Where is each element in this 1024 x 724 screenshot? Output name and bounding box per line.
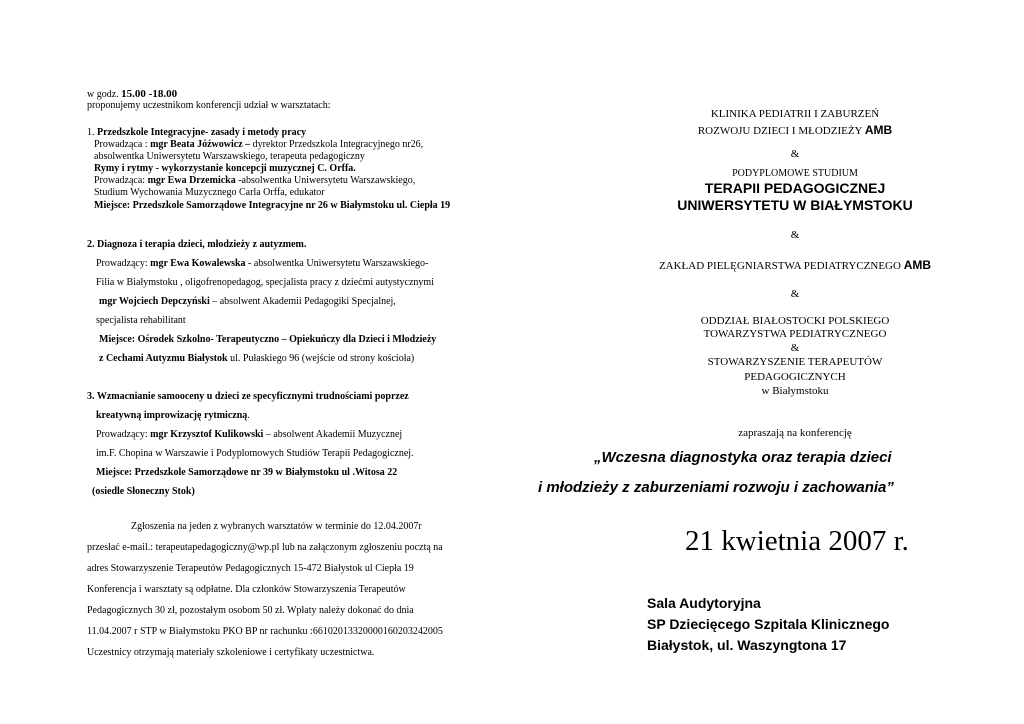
org5-line2: PEDAGOGICZNYCH: [744, 371, 846, 383]
title2-end: .: [247, 410, 250, 421]
venue-line1: Sala Audytoryjna: [647, 595, 761, 611]
workshop1-title: [87, 127, 306, 139]
workshop2-lead2: [99, 296, 396, 308]
org2-line3: UNIWERSYTETU W BIAŁYMSTOKU: [677, 197, 913, 213]
workshop1-lead2-desc2: Studium Wychowania Muzycznego Carla Orffa, edukator: [94, 187, 325, 198]
org2-line1: PODYPLOMOWE STUDIUM: [732, 168, 858, 179]
time-value: 15.00 -18.00: [121, 88, 178, 100]
lead2-label: Prowadząca:: [94, 175, 146, 186]
lead-label: Prowadząca :: [94, 139, 148, 150]
org1-line1: KLINIKA PEDIATRII I ZABURZEŃ: [710, 108, 880, 120]
workshop3-title2: [96, 410, 250, 422]
workshop3-lead: [96, 429, 402, 441]
title2-text: kreatywną improwizację rytmiczną: [96, 410, 248, 421]
workshop2-lead-desc2: Filia w Białymstoku , oligofrenopedagog, specjalista pracy z dziećmi autystycznymi: [96, 277, 434, 288]
lead-name: mgr Beata Jóźwowicz –: [150, 139, 251, 150]
lead-desc: – absolwent Akademii Muzycznej: [265, 429, 403, 440]
lead-name: mgr Ewa Kowalewska: [150, 258, 246, 269]
venue-line3: Białystok, ul. Waszyngtona 17: [647, 637, 847, 653]
invite-text: zapraszają na konferencję: [738, 427, 852, 439]
registration-line: Pedagogicznych 30 zł, pozostałym osobom 50 zł. Wpłaty należy dokonać do dnia: [87, 605, 414, 616]
workshop3-lead-desc2: im.F. Chopina w Warszawie i Podyplomowych Studiów Terapii Pedagogicznej.: [96, 448, 414, 459]
lead-desc: - absolwentka Uniwersytetu Warszawskiego-: [248, 258, 429, 269]
org5-line3: w Białymstoku: [761, 385, 829, 397]
workshop3-title1: 3. Wzmacnianie samooceny u dzieci ze specyficznymi trudnościami poprzez: [87, 391, 409, 402]
registration-line: 11.04.2007 r STP w Białymstoku PKO BP nr rachunku :66102013320000160203242005: [87, 626, 443, 637]
venue-line2: SP Dziecięcego Szpitala Klinicznego: [647, 616, 890, 632]
place-name: z Cechami Autyzmu Białystok: [99, 353, 228, 364]
org3: [560, 259, 1024, 273]
workshop2-place2: [99, 353, 414, 365]
lead2-desc: – absolwent Akademii Pedagogiki Specjalnej,: [212, 296, 396, 307]
workshop3-place2: (osiedle Słoneczny Stok): [92, 486, 195, 497]
org4-line2: TOWARZYSTWA PEDIATRYCZNEGO: [703, 328, 887, 340]
workshop1-title-text: Przedszkole Integracyjne- zasady i metody pracy: [97, 127, 307, 138]
ampersand: &: [790, 288, 800, 300]
ampersand: &: [790, 342, 800, 354]
workshop2-place1: Miejsce: Ośrodek Szkolno- Terapeutyczno – Opiekuńczy dla Dzieci i Młodzieży: [99, 334, 437, 345]
workshop1-lead: [94, 139, 423, 151]
registration-block: [87, 516, 491, 663]
workshop1-lead2: [94, 175, 415, 187]
registration-line: Konferencja i warsztaty są odpłatne. Dla członków Stowarzyszenia Terapeutów: [87, 584, 406, 595]
org1-line2-text: ROZWOJU DZIECI I MŁODZIEŻY: [697, 125, 863, 137]
workshop1-place: Miejsce: Przedszkole Samorządowe Integracyjne nr 26 w Białymstoku ul. Ciepła 19: [94, 200, 451, 211]
time-prefix: w godz.: [87, 89, 119, 100]
org2-line2: TERAPII PEDAGOGICZNEJ: [704, 180, 886, 196]
org3-suffix: AMB: [903, 258, 932, 272]
workshop1-lead-desc2: absolwentka Uniwersytetu Warszawskiego, terapeuta pedagogiczny: [94, 151, 365, 162]
conference-title-line1: „Wczesna diagnostyka oraz terapia dzieci: [594, 449, 892, 466]
registration-line: przesłać e-mail.: terapeutapedagogiczny@wp.pl lub na załączonym zgłoszeniu pocztą na: [87, 542, 443, 553]
ampersand: &: [790, 229, 800, 241]
lead-label: Prowadzący:: [96, 429, 148, 440]
workshop2-lead: [96, 258, 428, 270]
org1-line2: [560, 124, 1024, 138]
workshop1-subtitle: Rymy i rytmy - wykorzystanie koncepcji muzycznej C. Orffa.: [94, 163, 356, 174]
workshop2-title: 2. Diagnoza i terapia dzieci, młodzieży z autyzmem.: [87, 239, 307, 250]
registration-line: Uczestnicy otrzymają materiały szkoleniowe i certyfikaty uczestnictwa.: [87, 647, 375, 658]
workshops-intro: proponujemy uczestnikom konferencji udział w warsztatach:: [87, 100, 331, 111]
org4-line1: ODDZIAŁ BIAŁOSTOCKI POLSKIEGO: [700, 315, 890, 327]
place-address: ul. Pułaskiego 96 (wejście od strony kościoła): [230, 353, 415, 364]
workshop1-number: 1.: [87, 127, 95, 138]
org5-line1: STOWARZYSZENIE TERAPEUTÓW: [707, 356, 883, 368]
workshop3-place1: Miejsce: Przedszkole Samorządowe nr 39 w Białymstoku ul .Witosa 22: [96, 467, 398, 478]
ampersand: &: [790, 148, 800, 160]
conference-date: 21 kwietnia 2007 r.: [685, 525, 909, 557]
registration-line: Zgłoszenia na jeden z wybranych warsztatów w terminie do 12.04.2007r: [131, 521, 422, 532]
org1-suffix: AMB: [864, 123, 893, 137]
lead2-name: mgr Ewa Drzemicka: [147, 175, 236, 186]
registration-line: adres Stowarzyszenie Terapeutów Pedagogicznych 15-472 Białystok ul Ciepła 19: [87, 563, 414, 574]
workshop2-lead2-desc2: specjalista rehabilitant: [96, 315, 186, 326]
lead2-desc: -absolwentka Uniwersytetu Warszawskiego,: [238, 175, 416, 186]
conference-title-line2: i młodzieży z zaburzeniami rozwoju i zachowania”: [538, 479, 894, 496]
lead-desc: dyrektor Przedszkola Integracyjnego nr26,: [252, 139, 424, 150]
lead2-name: mgr Wojciech Depczyński: [99, 296, 210, 307]
lead-label: Prowadzący:: [96, 258, 148, 269]
lead-name: mgr Krzysztof Kulikowski: [150, 429, 264, 440]
org3-text: ZAKŁAD PIELĘGNIARSTWA PEDIATRYCZNEGO: [658, 260, 901, 272]
